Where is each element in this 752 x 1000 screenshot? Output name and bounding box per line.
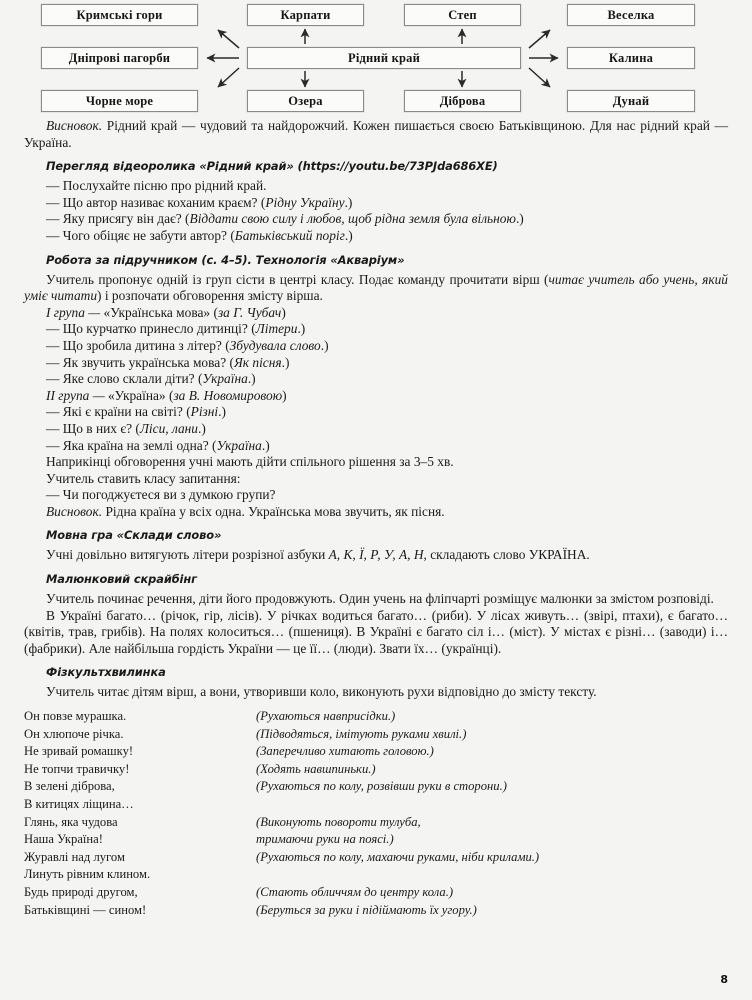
group-label: ІІ група — [46,387,108,403]
section-heading-video: Перегляд відеоролика «Рідний край» (https://youtu.be/73PJda686XE) [46,159,498,174]
poem-action-right: (Заперечливо хитають головою.) [256,744,434,759]
group-author: за Г. Чубач [217,304,282,320]
poem-row [24,778,728,796]
poem-row [24,814,728,832]
group1-question-2 [24,338,728,355]
group-tail: ) [282,387,287,403]
question-text: — Що курчатко принесло дитинці? ( [46,321,256,337]
conclusion-label: Висновок. [46,503,103,519]
intro-text-b: ) і розпочати обговорення змісту вірша. [97,288,323,304]
answer-text: Літери [255,321,298,337]
video-question-1 [24,178,728,195]
poem-action-right: (Рухаються по колу, розвівши руки в сторони.) [256,779,507,794]
poem-line-left: Наша Україна! [24,832,103,847]
group2-question-1 [24,404,728,421]
poem-row [24,866,728,884]
poem-line-left: Журавлі над лугом [24,849,125,864]
page-number: 8 [720,973,728,986]
group-title: «Українська мова» ( [103,304,218,320]
diagram-node-label: Калина [608,50,654,65]
poem-table [24,708,728,919]
answer-text: Збудувала слово [229,337,321,353]
intro-text-italic: читає учитель або учень, який уміє читати [24,271,728,304]
intro-text-a: Учитель пропонує одній із груп сісти в центрі класу. Подає команду прочитати вірш ( [46,271,549,287]
group-label: І група — [46,304,104,320]
textbook-intro-paragraph [24,272,728,305]
conclusion-text: Рідний край — чудовий та найдорожчий. Кожен пишається своєю Батьківщиною. Для нас рідний край — Україна. [24,118,728,150]
conclusion-paragraph-2 [24,504,728,521]
diagram-node-ridnyi-krai-center [247,47,521,69]
group1-question-4 [24,371,728,388]
answer-text: Ліси, лани [139,420,199,436]
conclusion-text: Рідна країна у всіх одна. Українська мова звучить, як пісня. [102,503,445,519]
poem-row [24,849,728,867]
game-text-b: , складають слово УКРАЇНА. [423,547,590,563]
poem-line-left: Глянь, яка чудова [24,814,118,829]
video-question-2 [24,195,728,212]
diagram-node-dibrova [404,90,521,112]
after-discussion-paragraph: Наприкінці обговорення учні мають дійти спільного рішення за 3–5 хв. [46,454,454,470]
question-tail: .) [344,194,353,210]
section-heading-fizkultkhvylynka: Фізкультхвилинка [46,665,166,680]
conclusion-paragraph-1 [24,118,728,151]
diagram-node-step [404,4,521,26]
poem-line-left: Линуть рівним клином. [24,867,151,882]
group-tail: ) [281,304,286,320]
diagram-node-dniprovi-pahorby [41,47,198,69]
poem-line-left: Будь природі другом, [24,884,138,899]
section-heading-textbook: Робота за підручником (с. 4–5). Технологія «Акваріум» [46,252,405,267]
answer-text: Батьківський поріг [234,227,345,243]
diagram-node-label: Рідний край [348,50,420,65]
group-author: за В. Новомировою [173,387,283,403]
question-text: — Яку присягу він дає? ( [46,211,190,227]
teacher-question-paragraph: — Чи погоджуєтеся ви з думкою групи? [46,487,276,503]
concept-map-diagram [0,0,752,118]
diagram-node-kalyna [567,47,695,69]
diagram-node-label: Веселка [607,7,655,22]
diagram-node-label: Діброва [439,93,486,108]
poem-line-left: Не топчи травичку! [24,761,130,776]
poem-row [24,902,728,920]
answer-text: Як пісня [233,354,282,370]
group1-question-3 [24,355,728,372]
teacher-asks-paragraph: Учитель ставить класу запитання: [46,470,241,486]
poem-row [24,884,728,902]
lesson-body [0,118,752,919]
answer-text: Україна [216,437,262,453]
section-heading-language-game: Мовна гра «Склади слово» [46,528,222,543]
diagram-node-label: Дунай [612,93,650,108]
poem-line-left: В китицях ліщина… [24,797,134,811]
question-tail: .) [261,437,270,453]
poem-action-right: (Виконують повороти тулуба, [256,814,421,829]
diagram-node-label: Степ [448,7,477,22]
question-text: — Що в них є? ( [46,420,140,436]
diagram-node-veselka [567,4,695,26]
diagram-node-label: Чорне море [85,93,154,108]
poem-line-left: Он хлюпоче річка. [24,726,124,741]
question-text: — Послухайте пісню про рідний край. [46,178,267,194]
group2-question-2 [24,421,728,438]
question-tail: .) [320,337,329,353]
poem-line-left: Батьківщині — сином! [24,902,147,917]
diagram-node-label: Озера [288,93,323,108]
question-text: — Які є країни на світі? ( [46,404,191,420]
video-question-3 [24,211,728,228]
group2-question-3 [24,438,728,455]
question-tail: .) [297,321,306,337]
diagram-node-label: Кримські гори [76,7,163,22]
section-heading-scribing: Малюнковий скрайбінг [46,572,197,587]
diagram-node-chorne-more [41,90,198,112]
poem-action-right: (Ходять навшпиньки.) [256,761,376,776]
question-text: — Що зробила дитина з літер? ( [46,337,230,353]
question-text: — Яке слово склали діти? ( [46,371,203,387]
question-tail: .) [281,354,290,370]
diagram-node-ozera [247,90,364,112]
answer-text: Віддати свою силу і любов, щоб рідна земля була вільною [189,211,516,227]
diagram-node-label: Дніпрові пагорби [68,50,171,65]
group1-question-1 [24,321,728,338]
answer-text: Різні [190,404,219,420]
diagram-node-karpaty [247,4,364,26]
poem-row [24,743,728,761]
poem-action-right [256,866,728,884]
question-tail: .) [198,420,206,436]
conclusion-label: Висновок. [46,118,103,133]
poem-action-right: тримаючи руки на поясі.) [256,832,394,847]
poem-line-left: Не зривай ромашку! [24,744,134,759]
group2-heading [24,388,728,405]
poem-action-right: (Стають обличчям до центру кола.) [256,884,454,899]
language-game-paragraph [24,547,728,564]
poem-row [24,726,728,744]
poem-row [24,761,728,779]
poem-line-left: В зелені діброва, [24,779,115,794]
game-letters: А, К, Ї, Р, У, А, Н [328,547,424,563]
poem-row [24,831,728,849]
question-tail: .) [344,227,353,243]
question-tail: .) [247,371,256,387]
scribing-intro-paragraph: Учитель починає речення, діти його продовжують. Один учень на фліпчарті розміщує малюнки за змістом розповіді. [46,591,714,607]
video-question-4 [24,228,728,245]
question-text: — Що автор називає коханим краєм? ( [46,194,266,210]
game-text-a: Учні довільно витягують літери розрізної азбуки [46,547,329,563]
answer-text: Україна [202,371,248,387]
poem-line-left: Он повзе мурашка. [24,709,127,724]
poem-action-right [256,796,728,814]
diagram-node-krymski-hory [41,4,198,26]
diagram-node-label: Карпати [280,7,331,22]
group-title: «Україна» ( [107,387,174,403]
group1-heading [24,305,728,322]
question-text: — Як звучить українська мова? ( [46,354,234,370]
fizkult-intro-paragraph: Учитель читає дітям вірш, а вони, утворивши коло, виконують рухи відповідно до змісту тексту. [46,684,597,700]
scribing-story-paragraph: В Україні багато… (річок, гір, лісів). У річках водиться багато… (риби). У лісах живуть… (звірі, птахи), є багато… (квітів, трав, грибів). На полях колоситься… (пшениця). В Україні є багато сіл і… (міст). У містах є різні… (заводи) і… (фабрики). Але найбільша гордість України — це її… (люди). Звати їх… (українці). [24,607,728,656]
question-text: — Яка країна на землі одна? ( [46,437,217,453]
poem-action-right: (Підводяться, імітують руками хвилі.) [256,726,467,741]
poem-action-right: (Беруться за руки і підіймають їх угору.) [256,902,477,917]
poem-row [24,796,728,814]
poem-row [24,708,728,726]
poem-action-right: (Рухаються по колу, махаючи руками, ніби крилами.) [256,849,540,864]
poem-action-right: (Рухаються навприсідки.) [256,709,396,724]
question-tail: .) [218,404,226,420]
answer-text: Рідну Україну [265,194,345,210]
diagram-node-dunai [567,90,695,112]
question-text: — Чого обіцяє не забути автор? ( [46,227,235,243]
question-tail: .) [515,211,524,227]
